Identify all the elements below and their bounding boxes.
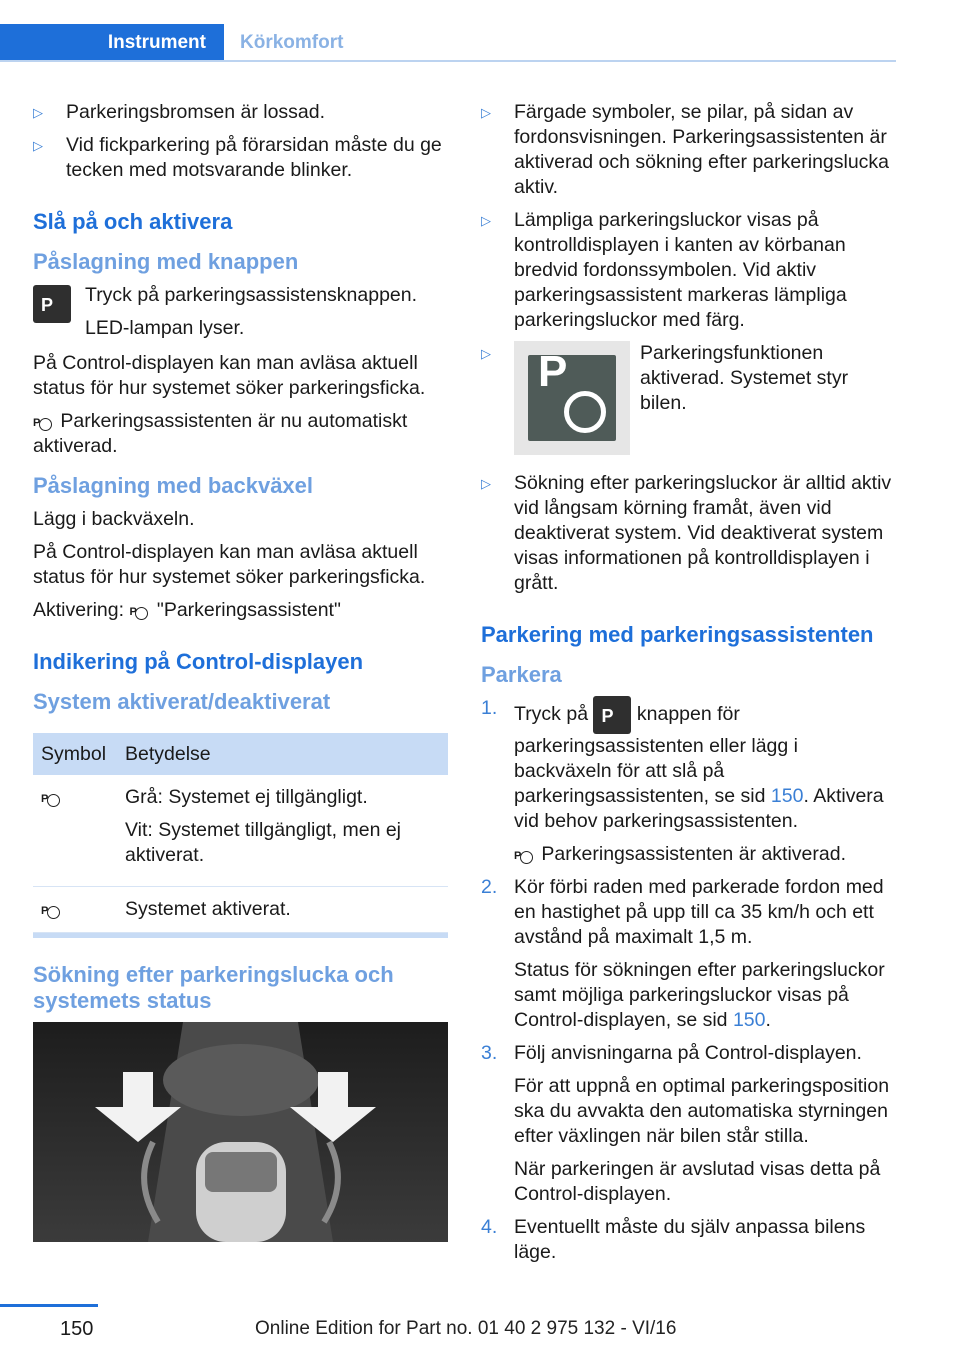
triangle-bullet-icon: ▷: [481, 476, 491, 491]
tab-korkomfort[interactable]: Körkomfort: [240, 32, 344, 53]
paragraph: På Control-displayen kan man avläsa aktuell status för hur systemet söker parkeringsficka.: [33, 541, 426, 588]
heading-park: Parkera: [481, 662, 562, 687]
page-link[interactable]: 150: [770, 785, 804, 807]
parking-assist-symbol-icon: P: [129, 602, 151, 620]
page-link[interactable]: 150: [732, 1009, 766, 1031]
triangle-bullet-icon: ▷: [481, 105, 491, 120]
triangle-bullet-icon: ▷: [481, 213, 491, 228]
tab-instrument[interactable]: Instrument: [0, 24, 224, 62]
step-3: 3. Följ anvisningarna på Control-displayen. För att uppnå en optimal parkeringsposition ska du avvakta den automatiska styrningen efter växlingen när bilen står stilla. När parkeringen är avslutad visas detta på Control-displayen.: [481, 1042, 890, 1205]
header-tabs: [0, 24, 343, 62]
step-1: 1. Tryck på P knappen för parkeringsassistenten eller lägg i backväxeln för att slå på parkeringsassistenten, se sid 150. Aktivera vid behov parkeringsassistenten. P Parkeringsassistenten är aktiverad.: [481, 697, 884, 865]
parking-assist-button-icon: P: [33, 285, 71, 323]
parking-assist-active-symbol-icon: P: [41, 901, 63, 919]
triangle-bullet-icon: ▷: [33, 105, 43, 120]
triangle-bullet-icon: ▷: [481, 346, 491, 361]
footer-divider: [0, 1304, 98, 1307]
parking-display-image: [33, 1022, 448, 1242]
parking-assist-symbol-icon: P: [41, 789, 63, 807]
button-instruction: P Tryck på parkeringsassistensknappen. LED-lampan lyser.: [33, 283, 448, 341]
heading-search: Sökning efter parkeringslucka och systemets status: [33, 962, 394, 1013]
right-column: [481, 100, 896, 1273]
list-item: ▷ Parkeringsbromsen är lossad.: [33, 101, 326, 123]
symbol-table: [33, 733, 448, 933]
header-divider: [0, 60, 896, 62]
step-4: 4. Eventuellt måste du själv anpassa bilens läge.: [481, 1216, 866, 1263]
car-arrows-illustration: [33, 1022, 448, 1242]
list-item: ▷ Lämpliga parkeringsluckor visas på kontrolldisplayen i kanten av körbanan bredvid fordonssymbolen. Vid aktiv parkeringsassistent markeras lämpliga parkeringsluckor med färg.: [481, 209, 847, 331]
activation-line: Aktivering: P "Parkeringsassistent": [33, 599, 341, 621]
list-item: ▷ Färgade symboler, se pilar, på sidan av fordonsvisningen. Parkeringsassistenten är aktiverad och sökning efter parkeringslucka aktiv.: [481, 101, 890, 198]
left-column: [33, 100, 448, 1242]
heading-system: System aktiverat/deaktiverat: [33, 689, 331, 714]
edition-text: Online Edition for Part no. 01 40 2 975 132 - VI/16: [255, 1318, 677, 1339]
triangle-bullet-icon: ▷: [33, 138, 43, 153]
paragraph: På Control-displayen kan man avläsa aktuell status för hur systemet söker parkeringsficka.: [33, 352, 426, 399]
table-header-meaning: Betydelse: [117, 733, 448, 775]
list-item: ▷ Vid fickparkering på förarsidan måste du ge tecken med motsvarande blinker.: [33, 134, 442, 181]
step-2: 2. Kör förbi raden med parkerade fordon med en hastighet på upp till ca 35 km/h och ett avstånd på maximalt 1,5 m. Status för sökningen efter parkeringsluckor samt möjliga parkeringsluckor visas på Control-displayen, se sid 150.: [481, 876, 885, 1031]
heading-reverse: Påslagning med backväxel: [33, 473, 314, 498]
table-row: P Grå: Systemet ej tillgängligt. Vit: Systemet tillgängligt, men ej aktiverat.: [33, 775, 448, 887]
parking-function-icon: P: [514, 341, 630, 455]
heading-button: Påslagning med knappen: [33, 249, 299, 274]
parking-assist-button-icon: P: [593, 696, 631, 734]
list-item: ▷ P Parkeringsfunktionen aktiverad. Systemet styr bilen.: [481, 341, 896, 455]
list-item: ▷ Sökning efter parkeringsluckor är alltid aktiv vid långsam körning framåt, även vid deaktiverat system. Vid deaktiverat system visas informationen på kontrolldisplayen i grått.: [481, 472, 892, 594]
heading-activate: Slå på och aktivera: [33, 209, 233, 234]
paragraph: Lägg i backväxeln.: [33, 508, 195, 530]
parking-assist-symbol-icon: P: [514, 846, 536, 864]
heading-indication: Indikering på Control-displayen: [33, 649, 364, 674]
table-row: P Systemet aktiverat.: [33, 887, 448, 933]
heading-parking: Parkering med parkeringsassistenten: [481, 622, 874, 647]
parking-assist-symbol-icon: P: [33, 413, 55, 431]
table-header-symbol: Symbol: [33, 733, 117, 775]
table-end-bar: [33, 933, 448, 938]
page-number: 150: [60, 1318, 94, 1340]
paragraph: P Parkeringsassistenten är nu automatiskt aktiverad.: [33, 410, 408, 457]
